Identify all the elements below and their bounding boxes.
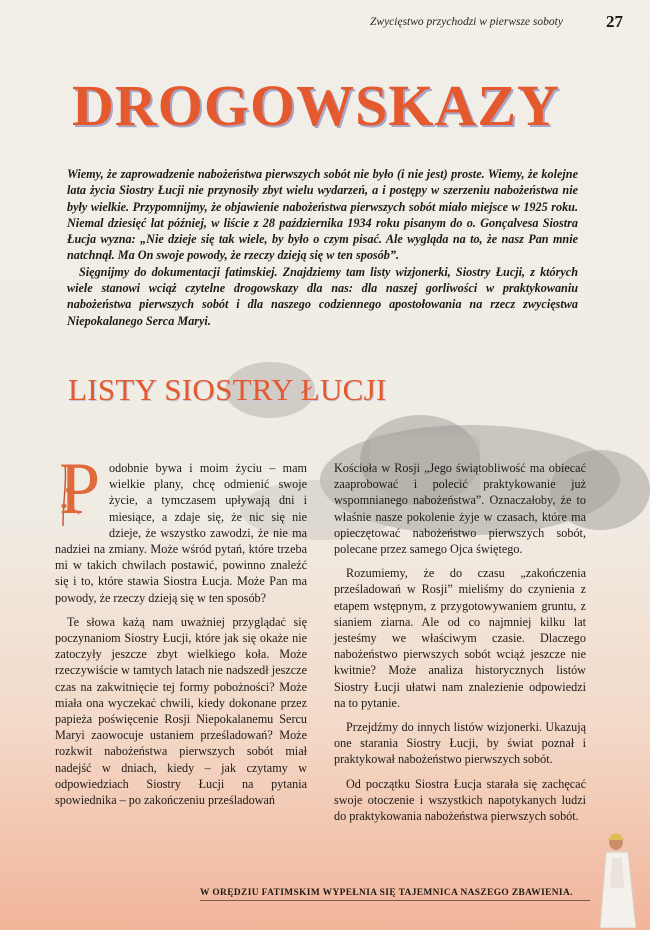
- intro-lead: [67, 166, 578, 329]
- footer-tagline: W ORĘDZIU FATIMSKIM WYPEŁNIA SIĘ TAJEMNICA NASZEGO ZBAWIENIA.: [200, 888, 590, 901]
- body-paragraph: Rozumiemy, że do czasu „zakończenia prześladowań w Rosji” mieliśmy do czynienia z etapem wstępnym, z przygotowywaniem gruntu, z sianiem ziarna. Ale od co najmniej kilku lat jesteśmy we właściwym czasie. Dlaczego nabożeństwo pierwszych sobót wciąż jeszcze nie kwitnie? Może analiza historycznych listów Siostry Łucji ułatwi nam znalezienie odpowiedzi na to pytanie.: [334, 566, 586, 710]
- body-text: odobnie bywa i moim życiu – mam wielkie plany, chcę odmienić swoje życie, a tymczasem upływają dni i miesiące, a zdaje się, że nic się nie dzieje, że wszystko zawodzi, że nie ma nadziei na zmiany. Może wśród pytań, które trzeba mi w takich chwilach postawić, powinno znaleźć się i to, które stawia Siostra Łucja. Może Pan ma powody, że rzeczy dzieją się w ten sposób?: [55, 461, 307, 605]
- madonna-figurine-image: [596, 828, 642, 928]
- dropcap-ornament: [55, 448, 105, 530]
- page-number: 27: [606, 12, 623, 31]
- body-paragraph: Kościoła w Rosji „Jego świątobliwość ma obiecać zaaprobować i polecić praktykowanie już wspomnianego nabożeństwa”. Oznaczałoby, że to właśnie nasze pokolenie żyje w czasach, które ma opieczętować nabożeństwo pierwszych sobót, polecane przez samego Ojca świętego.: [334, 461, 586, 557]
- dropcap-letter: P: [59, 448, 101, 530]
- text-column-left: [55, 448, 307, 816]
- body-paragraph: Przejdźmy do innych listów wizjonerki. Ukazują one starania Siostry Łucji, by świat poznał i praktykował nabożeństwo pierwszych sobót.: [334, 720, 586, 767]
- running-header: Zwycięstwo przychodzi w pierwsze soboty: [370, 16, 563, 28]
- text-column-right: [334, 460, 586, 832]
- body-paragraph: Te słowa każą nam uważniej przyglądać się poczynaniom Siostry Łucji, które jak się okaże nie zatoczyły jeszcze zbyt wielkiego koła. Może rzeczywiście w tamtych latach nie nadszedł jeszcze czas na zakwitnięcie tej formy pobożności? Może miała ona wyczekać chwili, kiedy dokonane przez papieża poświęcenie Rosji Niepokalanemu Sercu Maryi zaowocuje ustaniem prześladowań? Może rozkwit nabożeństwa pierwszych sobót miał nadejść w dniach, kiedy – jak czytamy w odpowiedziach Siostry Łucji na pytania spowiednika – po zakończeniu prześladowań: [55, 614, 307, 808]
- intro-paragraph: Sięgnijmy do dokumentacji fatimskiej. Znajdziemy tam listy wizjonerki, Siostry Łucji, z których wiele stanowi wciąż czytelne drogowskazy dla nas: dla naszej gorliwości w praktykowaniu nabożeństwa pierwszych sobót i dla naszego codziennego apostołowania na rzecz zwycięstwa Niepokalanego Serca Maryi.: [67, 264, 578, 328]
- body-paragraph: [55, 448, 307, 606]
- section-heading: LISTY SIOSTRY ŁUCJI: [68, 372, 387, 407]
- body-paragraph: Od początku Siostra Łucja starała się zachęcać swoje otoczenie i wszystkich napotykanych ludzi do praktykowania nabożeństwa pierwszych sobót.: [334, 776, 586, 824]
- intro-paragraph: Wiemy, że zaprowadzenie nabożeństwa pierwszych sobót nie było (i nie jest) proste. Wiemy, że kolejne lata życia Siostry Łucji nie przynosiły zbyt wielu wydarzeń, a i postępy w szerzeniu nabożeństwa nie były wielkie. Przypomnijmy, że objawienie nabożeństwa pierwszych sobót miało miejsce w 1925 roku. Niemal dziesięć lat później, w liście z 28 października 1934 roku pisanym do o. Gonçalvesa Siostra Łucja wyzna: „Nie dzieje się tak wiele, by było o czym pisać. Ale wygląda na to, że nasz Pan mnie natchnął. Ma On swoje powody, że rzeczy dzieją się w ten sposób”.: [67, 167, 578, 263]
- page-title: DROGOWSKAZY: [72, 73, 560, 138]
